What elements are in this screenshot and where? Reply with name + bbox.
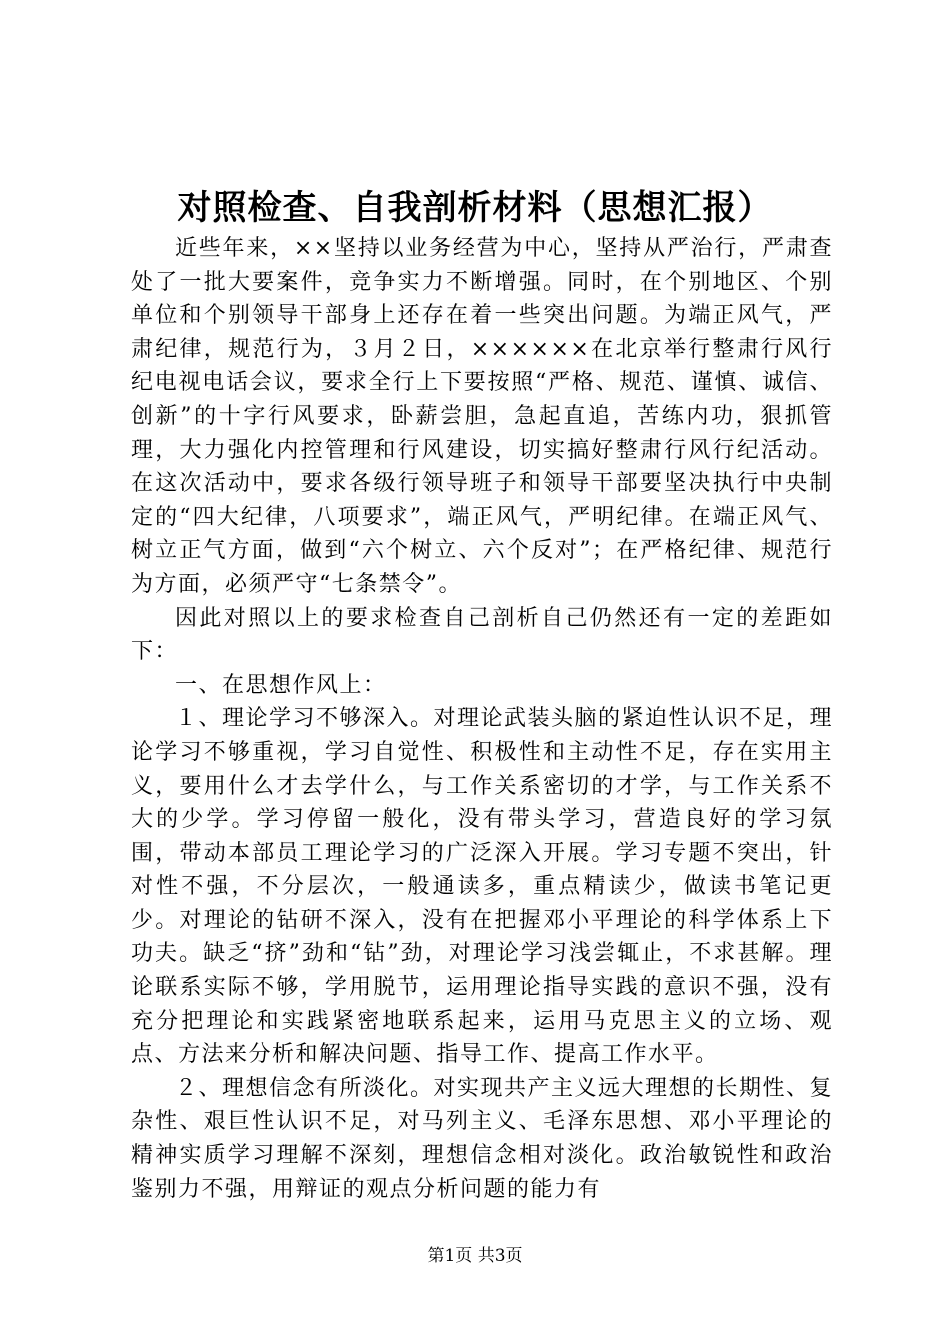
paragraph-gap-statement: 因此对照以上的要求检查自己剖析自己仍然还有一定的差距如下： bbox=[131, 605, 833, 665]
paragraph-intro: 近些年来，××坚持以业务经营为中心，坚持从严治行，严肃查处了一批大要案件，竞争实力不断增强。同时，在个别地区、个别单位和个别领导干部身上还存在着一些突出问题。为端正风气，严肃纪律，规范行为，３月２日，××××××在北京举行整肃行风行纪电视电话会议，要求全行上下要按照“严格、规范、谨慎、诚信、创新”的十字行风要求，卧薪尝胆，急起直追，苦练内功，狠抓管理，大力强化内控管理和行风建设，切实搞好整肃行风行纪活动。在这次活动中，要求各级行领导班子和领导干部要坚决执行中央制定的“四大纪律，八项要求”，端正风气，严明纪律。在端正风气、树立正气方面，做到“六个树立、六个反对”；在严格纪律、规范行为方面，必须严守“七条禁令”。 bbox=[131, 236, 833, 597]
paragraph-item-1: １、理论学习不够深入。对理论武装头脑的紧迫性认识不足，理论学习不够重视，学习自觉性、积极性和主动性不足，存在实用主义，要用什么才去学什么，与工作关系密切的才学，与工作关系不大的少学。学习停留一般化，没有带头学习，营造良好的学习氛围，带动本部员工理论学习的广泛深入开展。学习专题不突出，针对性不强，不分层次，一般通读多，重点精读少，做读书笔记更少。对理论的钻研不深入，没有在把握邓小平理论的科学体系上下功夫。缺乏“挤”劲和“钻”劲，对理论学习浅尝辄止，不求甚解。理论联系实际不够，学用脱节，运用理论指导实践的意识不强，没有充分把理论和实践紧密地联系起来，运用马克思主义的立场、观点、方法来分析和解决问题、指导工作、提高工作水平。 bbox=[131, 706, 834, 1068]
document-body bbox=[131, 232, 833, 1206]
document-title: 对照检查、自我剖析材料（思想汇报） bbox=[177, 188, 773, 228]
page-footer: 第1页 共3页 bbox=[427, 1246, 523, 1266]
paragraph-item-2: ２、理想信念有所淡化。对实现共产主义远大理想的长期性、复杂性、艰巨性认识不足，对马列主义、毛泽东思想、邓小平理论的精神实质学习理解不深刻，理想信念相对淡化。政治敏锐性和政治鉴别力不强，用辩证的观点分析问题的能力有 bbox=[131, 1075, 834, 1202]
section-heading-ideology: 一、在思想作风上： bbox=[175, 672, 387, 698]
